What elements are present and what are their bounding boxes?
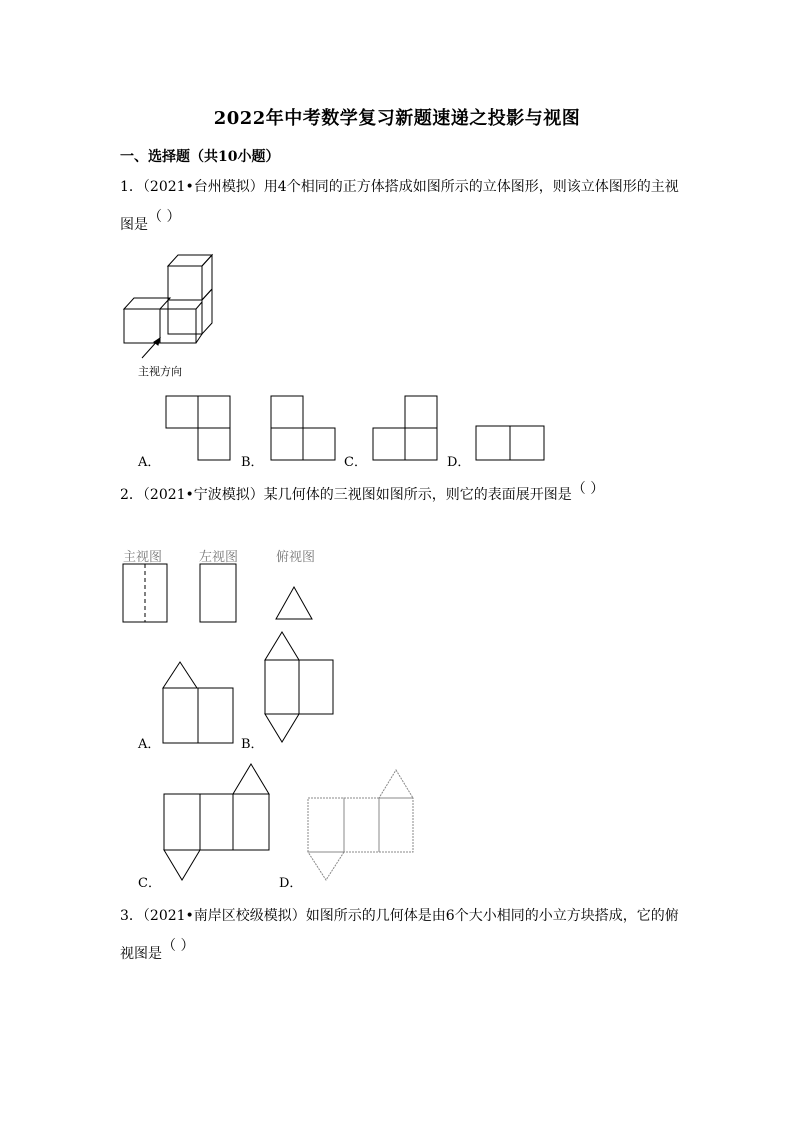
front-view-label: 主视图 — [123, 550, 163, 565]
question-1-cube-figure — [120, 250, 230, 370]
question-2-answer-paren: （ ） — [571, 481, 605, 497]
question-2-option-b-figure — [263, 630, 335, 744]
question-1-option-c[interactable]: C． — [344, 455, 367, 470]
question-3-line1: 3．（2021•南岸区校级模拟）如图所示的几何体是由6个大小相同的小立方块搭成，它的俯 — [120, 908, 679, 924]
top-view-label: 俯视图 — [276, 550, 316, 565]
front-view-figure — [122, 563, 168, 623]
question-1-option-d-figure — [475, 425, 545, 461]
question-2-option-a[interactable]: A． — [138, 737, 161, 752]
question-1-option-a[interactable]: A． — [138, 455, 161, 470]
question-1-line2 — [120, 209, 181, 233]
question-1-option-c-figure — [372, 395, 438, 461]
question-3-line2-text: 视图是 — [120, 946, 162, 962]
question-1-line1: 1．（2021•台州模拟）用4个相同的正方体搭成如图所示的立体图形，则该立体图形的主视 — [120, 179, 679, 195]
left-view-figure — [199, 563, 237, 623]
question-2-option-c-figure — [162, 762, 274, 884]
question-3-answer-paren: （ ） — [162, 938, 195, 954]
question-2-option-b[interactable]: B． — [241, 737, 264, 752]
question-1-option-b[interactable]: B． — [241, 455, 264, 470]
question-1-option-b-figure — [270, 395, 336, 461]
top-view-figure — [274, 585, 314, 621]
question-1-view-direction-label: 主视方向 — [138, 365, 182, 378]
question-2-line1-text: 2．（2021•宁波模拟）某几何体的三视图如图所示，则它的表面展开图是 — [120, 487, 572, 503]
section-heading: 一、选择题（共10小题） — [120, 149, 280, 165]
question-1-option-a-figure — [165, 395, 231, 461]
question-2-option-d-figure — [305, 768, 417, 882]
question-2-line1 — [120, 481, 605, 503]
question-2-option-c[interactable]: C． — [138, 876, 161, 891]
question-1-option-d[interactable]: D． — [447, 455, 471, 470]
page-title: 2022年中考数学复习新题速递之投影与视图 — [213, 108, 581, 129]
question-1-answer-paren: （ ） — [148, 209, 181, 225]
question-3-line2 — [120, 938, 195, 962]
question-2-option-a-figure — [162, 660, 234, 744]
question-1-line2-text: 图是 — [120, 217, 148, 233]
question-2-option-d[interactable]: D． — [279, 876, 303, 891]
left-view-label: 左视图 — [199, 550, 239, 565]
